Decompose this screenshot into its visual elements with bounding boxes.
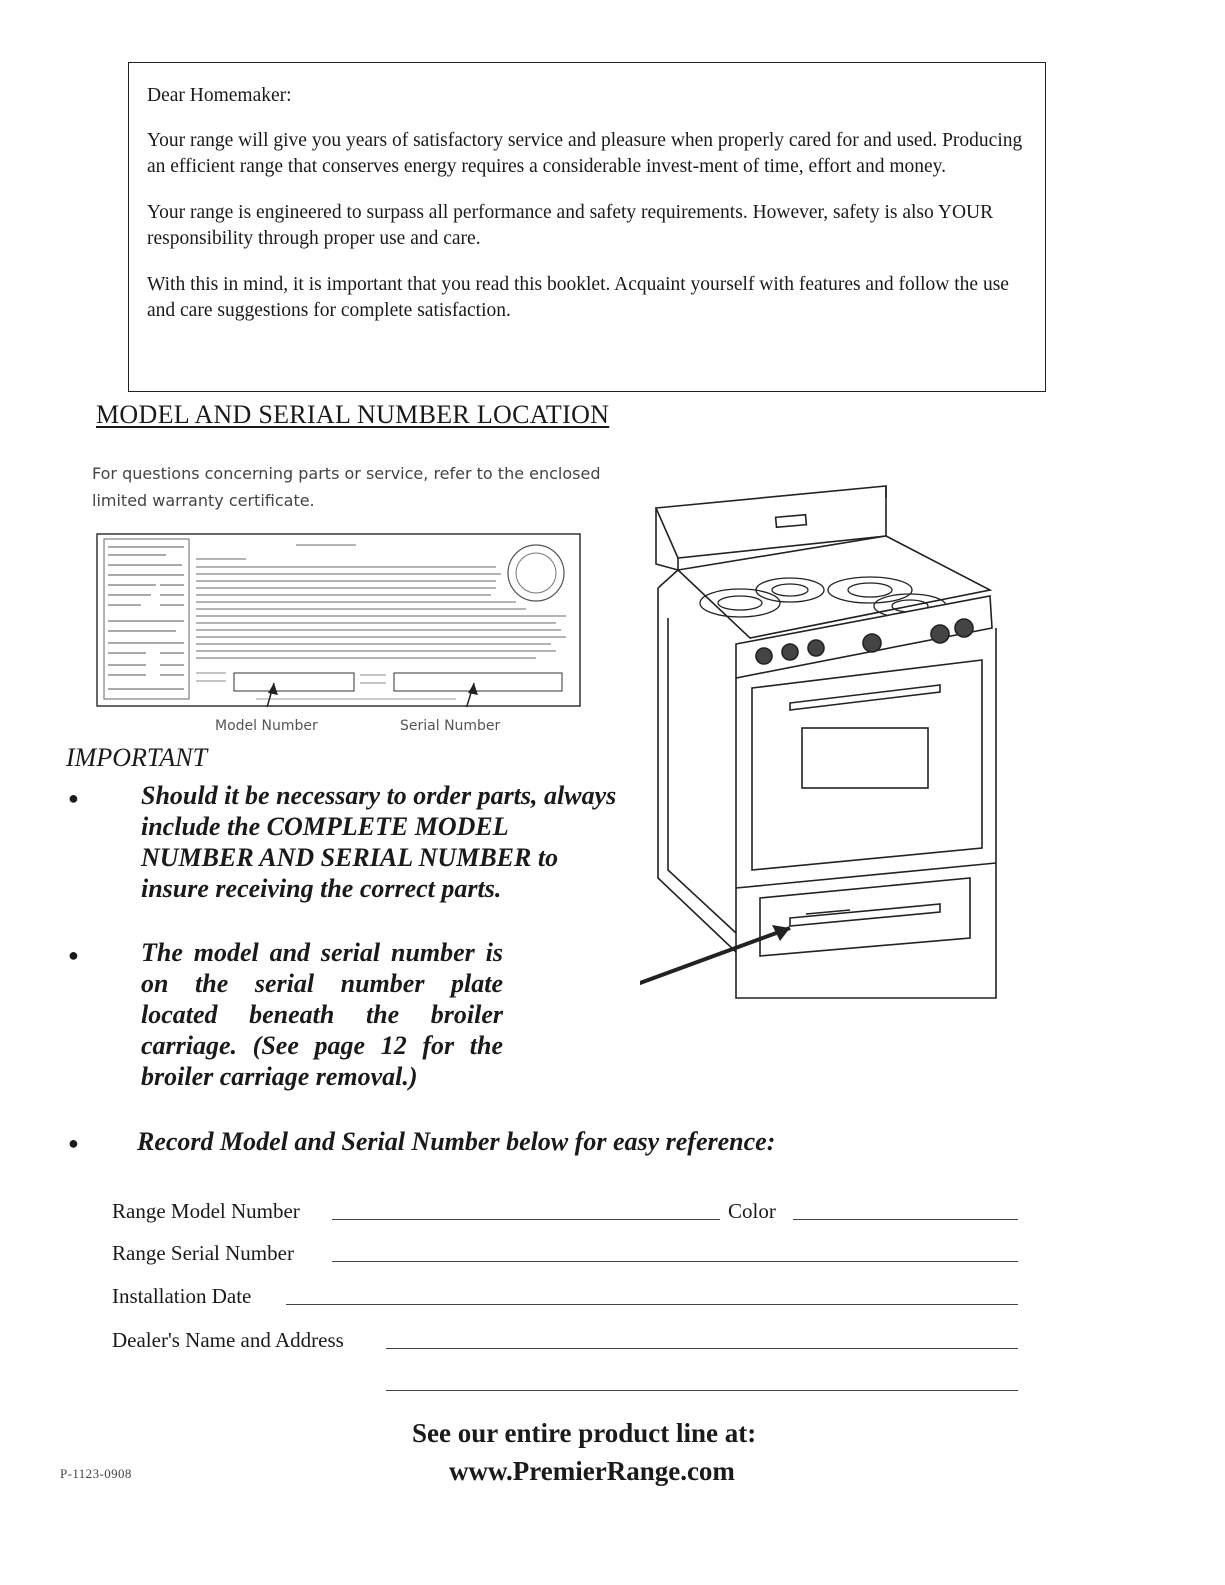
bullet-icon: ● [68, 788, 79, 808]
dealer-label: Dealer's Name and Address [112, 1328, 344, 1352]
bullet-item-record-numbers: Record Model and Serial Number below for easy reference: [137, 1127, 776, 1156]
installation-date-field[interactable] [286, 1304, 1018, 1305]
range-graphic [640, 478, 1000, 1018]
letter-box [128, 62, 1046, 392]
section-title: MODEL AND SERIAL NUMBER LOCATION [96, 400, 610, 429]
serial-number-label: Range Serial Number [112, 1241, 294, 1265]
important-heading: IMPORTANT [66, 743, 208, 772]
model-number-label: Range Model Number [112, 1199, 300, 1223]
serial-plate-graphic [96, 533, 581, 707]
letter-paragraph-1: Your range will give you years of satisfactory service and pleasure when properly cared for and used. Producing an efficient range that conserves energy requires a considerable invest-ment of time, effort and money. [147, 130, 1023, 177]
section-intro: For questions concerning parts or service, refer to the enclosed limited warranty certificate. [92, 464, 601, 510]
model-number-field[interactable] [332, 1219, 720, 1220]
bullet-item-order-parts: Should it be necessary to order parts, always include the COMPLETE MODEL NUMBER AND SERIAL NUMBER to insure receiving the correct parts. [141, 781, 617, 903]
footer-website[interactable]: www.PremierRange.com [449, 1456, 735, 1486]
letter-paragraph-3: With this in mind, it is important that you read this booklet. Acquaint yourself with features and follow the use and care suggestions for complete satisfaction. [147, 274, 1009, 321]
bullet-item-plate-location: The model and serial number is on the serial number plate located beneath the broiler carriage. (See page 12 for the broiler carriage removal.) [141, 938, 503, 1091]
range-illustration [640, 478, 1000, 1018]
footer-tagline: See our entire product line at: [412, 1418, 757, 1448]
serial-number-field[interactable] [332, 1261, 1018, 1262]
letter-greeting: Dear Homemaker: [147, 85, 292, 106]
document-code: P-1123-0908 [60, 1466, 132, 1481]
dealer-field-line-2[interactable] [386, 1390, 1018, 1391]
letter-paragraph-2: Your range is engineered to surpass all performance and safety requirements. However, safety is also YOUR responsibility through proper use and care. [147, 202, 994, 249]
installation-date-label: Installation Date [112, 1284, 252, 1308]
bullet-icon: ● [68, 1133, 79, 1153]
bullet-icon: ● [68, 945, 79, 965]
dealer-field[interactable] [386, 1348, 1018, 1349]
model-number-caption: Model Number [215, 718, 318, 734]
serial-number-caption: Serial Number [400, 718, 501, 734]
color-label: Color [728, 1199, 776, 1223]
serial-plate-illustration [96, 533, 581, 707]
color-field[interactable] [793, 1219, 1018, 1220]
